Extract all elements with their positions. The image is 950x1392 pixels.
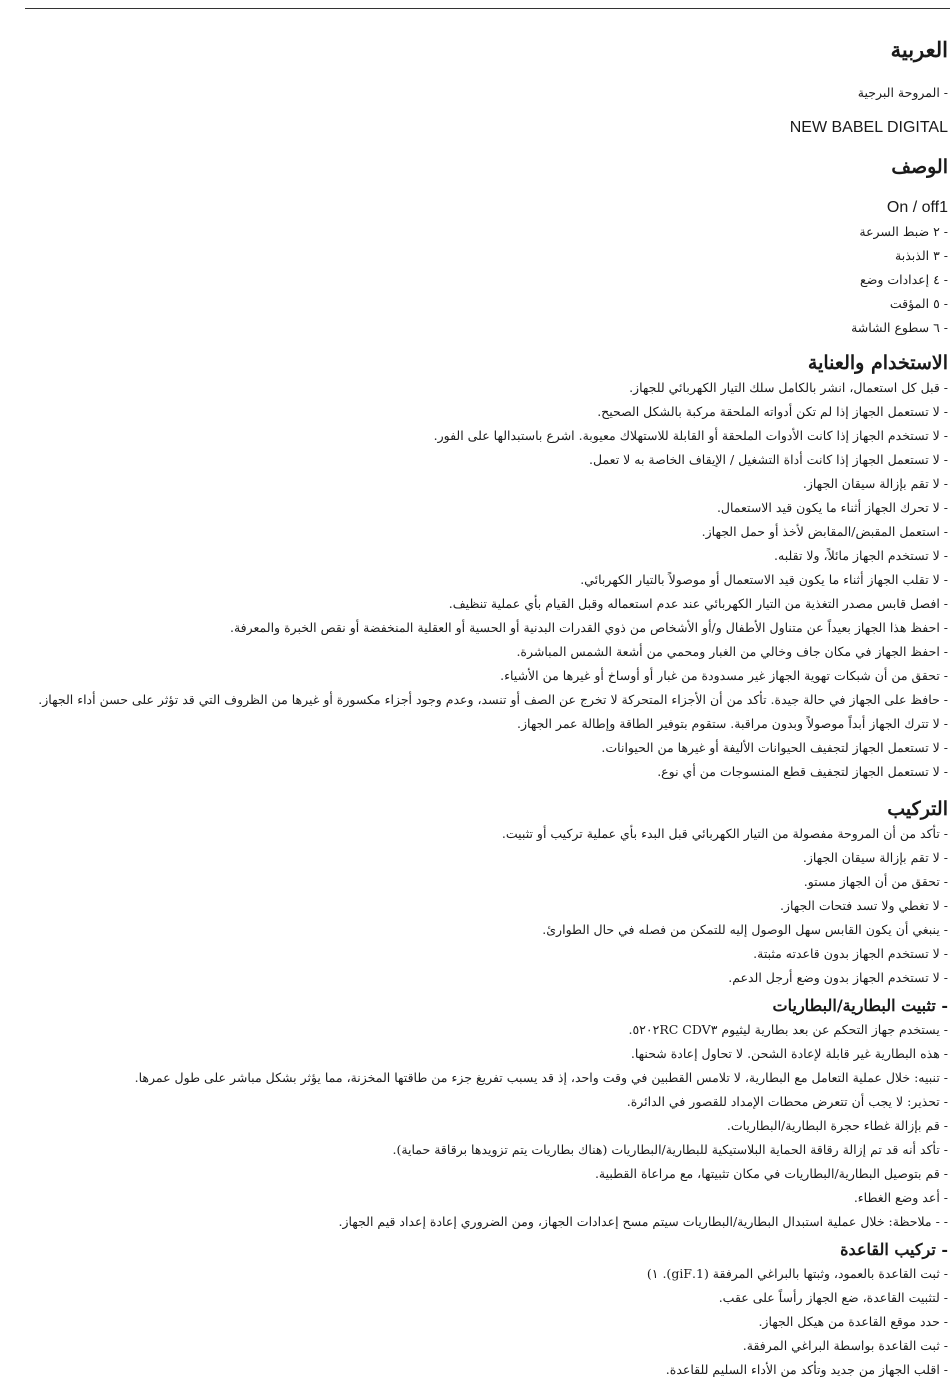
list-item: - قبل كل استعمال، انشر بالكامل سلك التيار الكهربائي للجهاز. [629, 380, 948, 395]
battery-list [28, 1018, 948, 1234]
list-item: - لا تستخدم الجهاز إذا كانت الأدوات الملحقة أو القابلة للاستهلاك معيوبة. اشرع باستبدالها على الفور. [433, 428, 948, 443]
description-list [28, 220, 948, 340]
list-item: - لتثبيت القاعدة، ضع الجهاز رأساً على عقب. [718, 1290, 948, 1305]
list-item: - ٤ إعدادات وضع [860, 272, 948, 287]
list-item: - ينبغي أن يكون القابس سهل الوصول إليه للتمكن من فصله في حال الطوارئ. [542, 922, 948, 937]
list-item: - يستخدم جهاز التحكم عن بعد بطارية ليثيوم CDV٣ ٥٢٠٢RC. [628, 1022, 948, 1037]
list-item: - استعمل المقبض/المقابض لأخذ أو حمل الجهاز. [701, 524, 948, 539]
list-item: - لا تستعمل الجهاز إذا لم تكن أدواته الملحقة مركبة بالشكل الصحيح. [597, 404, 948, 419]
list-item: - لا تغطي ولا تسد فتحات الجهاز. [779, 898, 948, 913]
list-item: - ٣ الذبذبة [895, 248, 948, 263]
usage-care-list [28, 376, 948, 784]
list-item: - ثبت القاعدة بواسطة البراغي المرفقة. [742, 1338, 948, 1353]
list-item: - ثبت القاعدة بالعمود، وثبتها بالبراغي المرفقة (1.giF). ١) [646, 1266, 948, 1281]
list-item: - لا تستعمل الجهاز لتجفيف الحيوانات الأليفة أو غيرها من الحيوانات. [601, 740, 948, 755]
list-item: - افصل قابس مصدر التغذية من التيار الكهربائي عند عدم استعماله وقبل القيام بأي عملية تنظيف. [448, 596, 948, 611]
installation-heading: التركيب [887, 798, 948, 820]
base-heading: - تركيب القاعدة [840, 1240, 948, 1259]
product-line: - المروحة البرجية [857, 85, 948, 100]
list-item: - احفظ الجهاز في مكان جاف وخالي من الغبار ومحمي من أشعة الشمس المباشرة. [516, 644, 948, 659]
list-item: - ٦ سطوع الشاشة [851, 320, 948, 335]
manual-page [28, 30, 948, 1382]
list-item: - لا تستعمل الجهاز إذا كانت أداة التشغيل / الإيقاف الخاصة به لا تعمل. [589, 452, 948, 467]
list-item: - أعد وضع الغطاء. [853, 1190, 948, 1205]
product-name: NEW BABEL DIGITAL [789, 119, 948, 136]
usage-care-heading: الاستخدام والعناية [807, 352, 948, 374]
list-item: - لا تقم بإزالة سيقان الجهاز. [802, 476, 948, 491]
list-item: - هذه البطارية غير قابلة لإعادة الشحن. لا تحاول إعادة شحنها. [630, 1046, 948, 1061]
list-item: - لا تستخدم الجهاز بدون وضع أرجل الدعم. [728, 970, 948, 985]
language-title: العربية [890, 37, 948, 62]
list-item: - لا تستخدم الجهاز بدون قاعدته مثبتة. [753, 946, 948, 961]
description-heading: الوصف [891, 156, 948, 178]
list-item: - ٥ المؤقت [889, 296, 948, 311]
list-item: - تحذير: لا يجب أن تتعرض محطات الإمداد للقصور في الدائرة. [626, 1094, 948, 1109]
list-item: - - ملاحظة: خلال عملية استبدال البطارية/البطاريات سيتم مسح إعدادات الجهاز، ومن الضروري إعادة إعداد قيم الجهاز. [338, 1214, 948, 1229]
list-item: - حدد موقع القاعدة من هيكل الجهاز. [758, 1314, 948, 1329]
base-list [28, 1262, 948, 1382]
list-item: - اقلب الجهاز من جديد وتأكد من الأداء السليم للقاعدة. [665, 1362, 948, 1377]
list-item: - تنبيه: خلال عملية التعامل مع البطارية، لا تلامس القطبين في وقت واحد، إذ قد يسبب تفريغ جزء من طاقتها المخزنة، مما يؤثر بشكل مباشر على طول عمرها. [134, 1070, 948, 1085]
list-item: - احفظ هذا الجهاز بعيداً عن متناول الأطفال و/أو الأشخاص من ذوي القدرات البدنية أو الحسية أو العقلية المنخفضة أو نقص الخبرة والمعرفة. [229, 620, 948, 635]
list-item: - لا تستعمل الجهاز لتجفيف قطع المنسوجات من أي نوع. [657, 764, 948, 779]
list-item: - لا تترك الجهاز أبداً موصولاً وبدون مراقبة. ستقوم بتوفير الطاقة وإطالة عمر الجهاز. [517, 716, 948, 731]
list-item: - قم بإزالة غطاء حجرة البطارية/البطاريات. [726, 1118, 948, 1133]
installation-list [28, 822, 948, 990]
top-rule [25, 8, 950, 9]
list-item: - ٢ ضبط السرعة [859, 224, 948, 239]
list-item: - لا تقلب الجهاز أثناء ما يكون قيد الاستعمال أو موصولاً بالتيار الكهربائي. [580, 572, 948, 587]
list-item: - تأكد من أن المروحة مفصولة من التيار الكهربائي قبل البدء بأي عملية تركيب أو تثبيت. [501, 826, 948, 841]
description-item: On / off1 [886, 199, 948, 216]
list-item: - لا تستخدم الجهاز مائلاً، ولا تقلبه. [774, 548, 948, 563]
list-item: - حافظ على الجهاز في حالة جيدة. تأكد من أن الأجزاء المتحركة لا تخرج عن الصف أو تنسد، وعدم وجود أجزاء مكسورة أو غيرها من الظروف التي قد تؤثر على حسن أداء الجهاز. [38, 692, 948, 707]
list-item: - قم بتوصيل البطارية/البطاريات في مكان تثبيتها، مع مراعاة القطبية. [594, 1166, 948, 1181]
list-item: - لا تقم بإزالة سيقان الجهاز. [802, 850, 948, 865]
battery-heading: - تثبيت البطارية/البطاريات [772, 996, 948, 1015]
list-item: - لا تحرك الجهاز أثناء ما يكون قيد الاستعمال. [716, 500, 948, 515]
list-item: - تأكد أنه قد تم إزالة رقاقة الحماية البلاستيكية للبطارية/البطاريات (هناك بطاريات يتم تزويدها برقاقة حماية). [392, 1142, 948, 1157]
list-item: - تحقق من أن شبكات تهوية الجهاز غير مسدودة من غبار أو أوساخ أو غيرها من الأشياء. [500, 668, 948, 683]
list-item: - تحقق من أن الجهاز مستو. [803, 874, 948, 889]
